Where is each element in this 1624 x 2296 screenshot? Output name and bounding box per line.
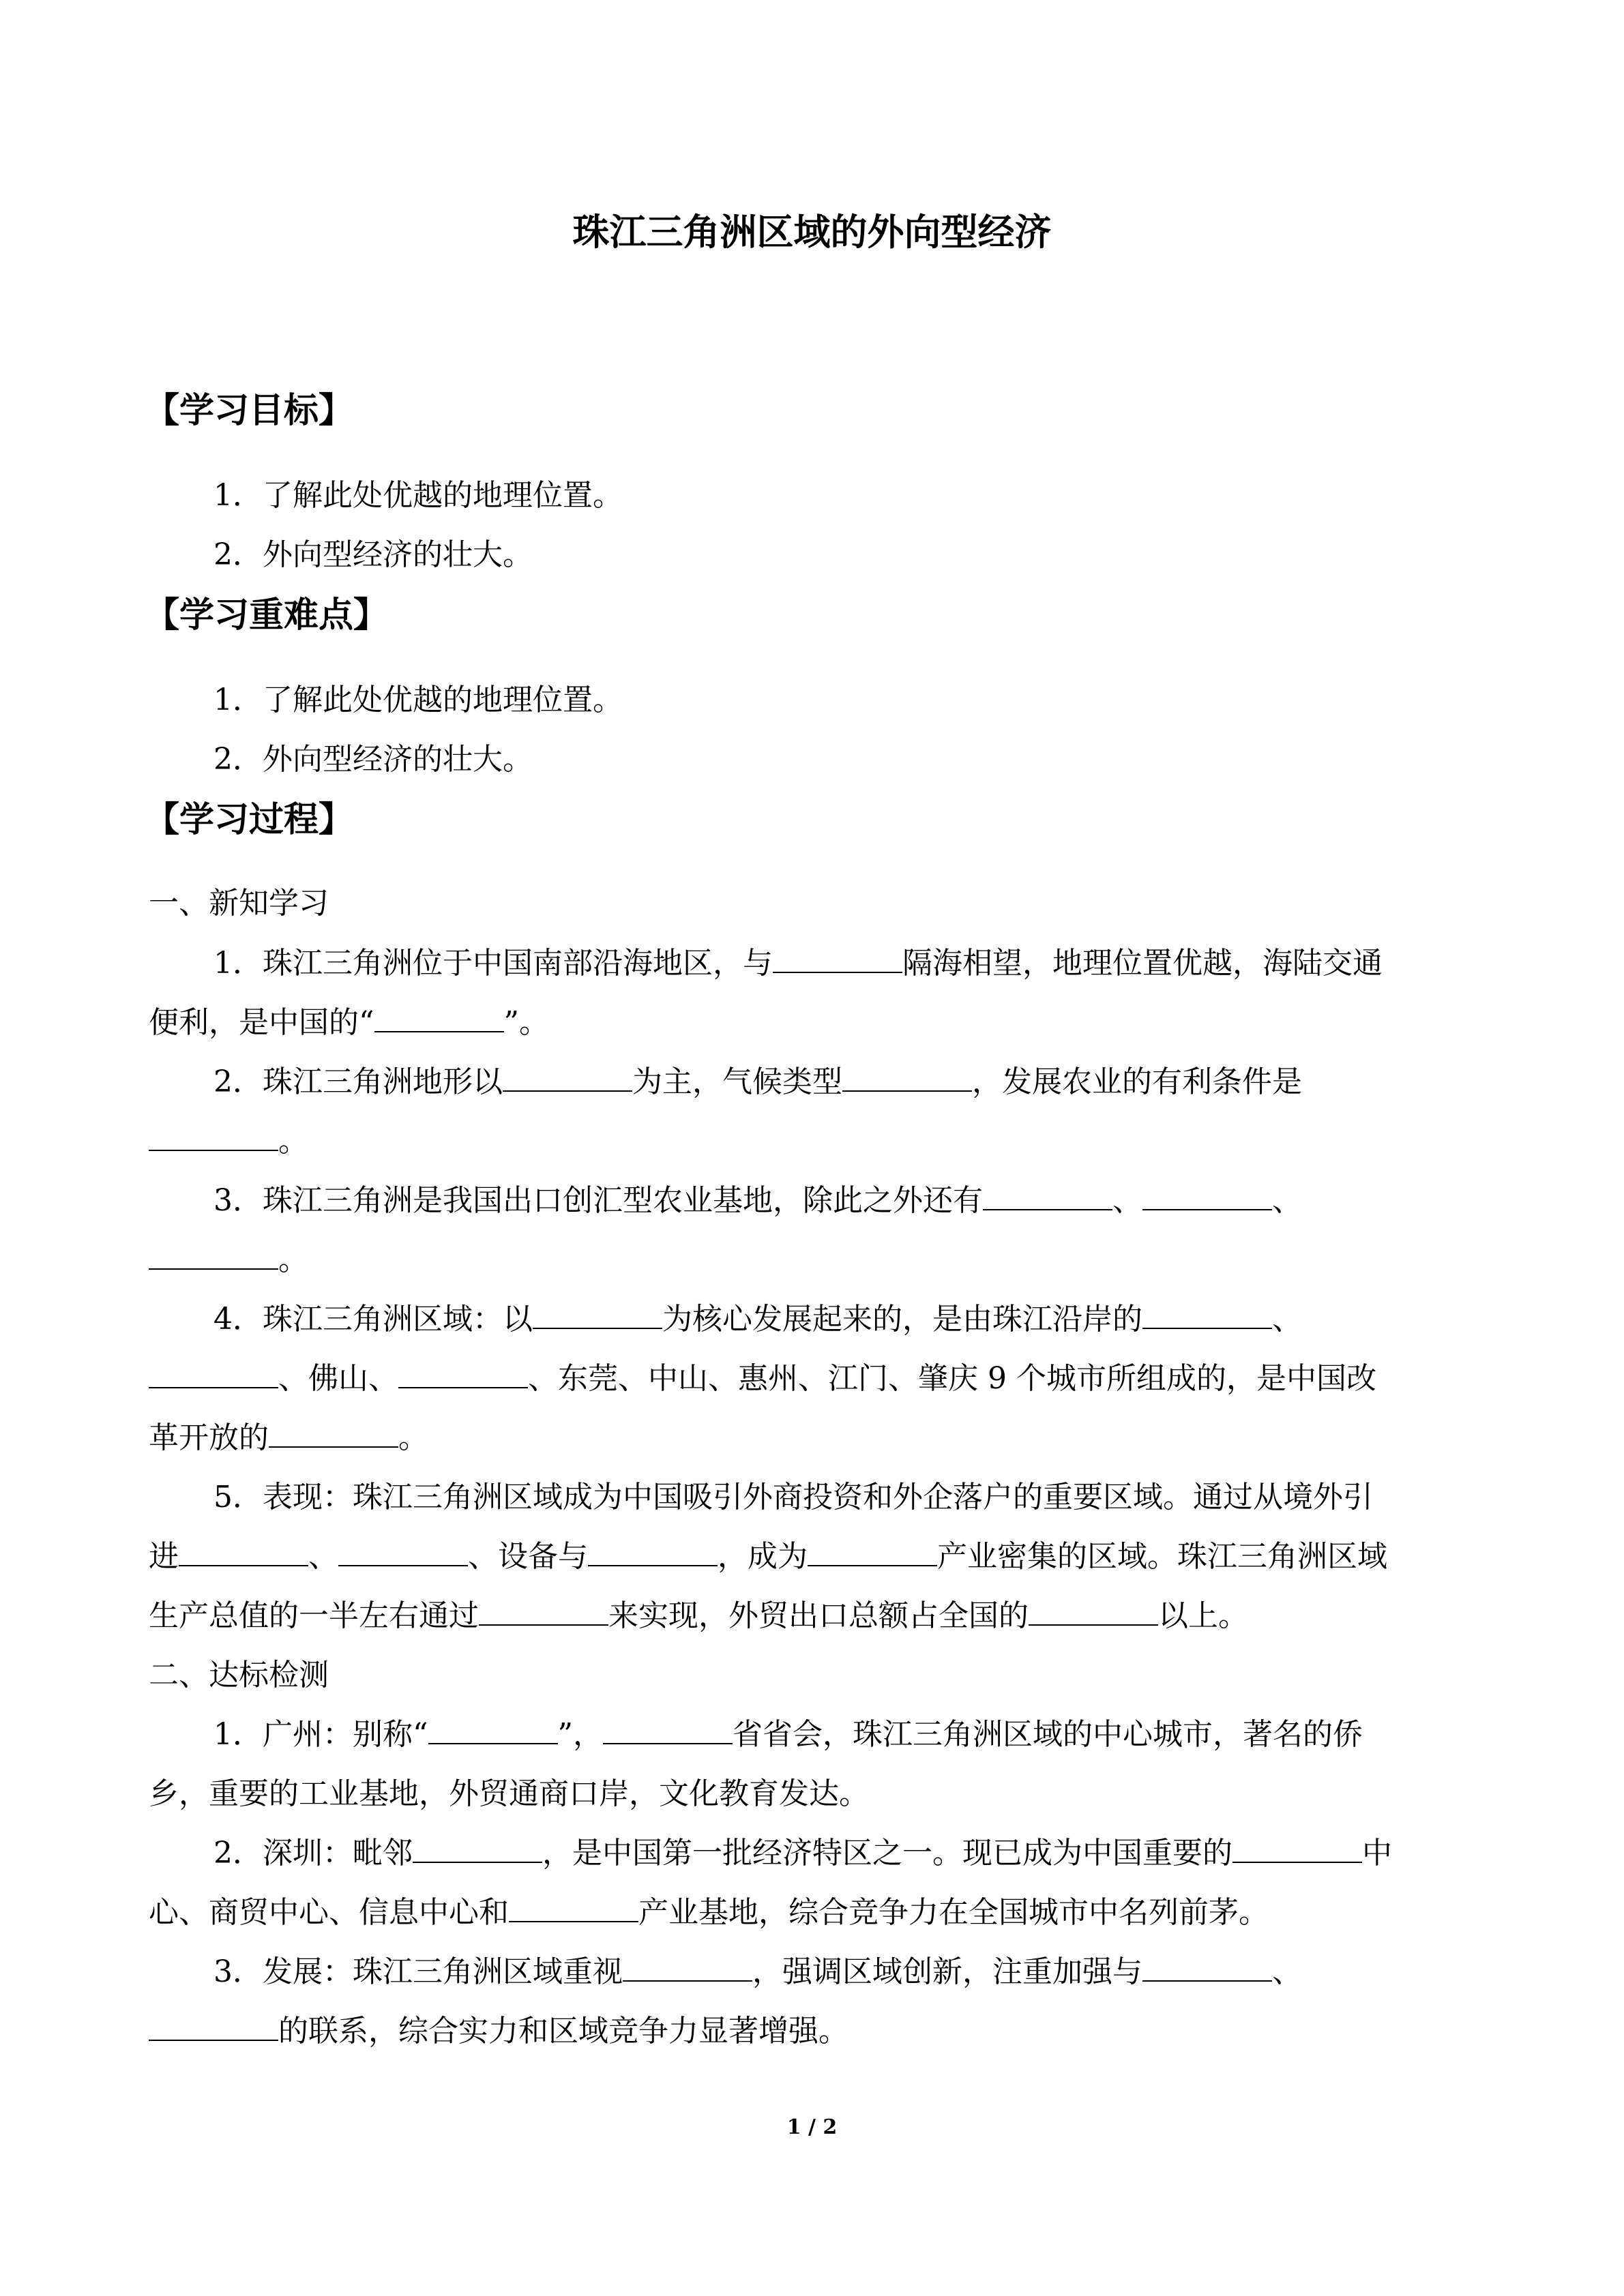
part1-q1-line1 bbox=[149, 942, 1550, 985]
page-number: 1 / 2 bbox=[786, 2115, 838, 2139]
answer-blank[interactable] bbox=[588, 1535, 718, 1566]
answer-blank[interactable] bbox=[269, 1416, 398, 1448]
part2-q3-line1 bbox=[149, 1950, 1550, 1994]
part1-q5-line3 bbox=[149, 1594, 1486, 1638]
part1-q4-line2 bbox=[149, 1357, 1486, 1401]
part2-q3-line2 bbox=[149, 2010, 1486, 2053]
part1-q3-line1 bbox=[149, 1179, 1550, 1223]
answer-blank[interactable] bbox=[1029, 1594, 1158, 1626]
part1-q1-line2 bbox=[149, 1001, 1486, 1045]
section-heading-key-points: 【学习重难点】 bbox=[145, 595, 389, 636]
text-segment: 、佛山、 bbox=[278, 1361, 398, 1396]
text-segment: 便利，是中国的“ bbox=[149, 1005, 374, 1040]
goal-item-2: 2．外向型经济的壮大。 bbox=[213, 537, 533, 572]
answer-blank[interactable] bbox=[503, 1060, 632, 1092]
answer-blank[interactable] bbox=[533, 1298, 662, 1329]
part1-q4-line1 bbox=[149, 1298, 1550, 1341]
answer-blank[interactable] bbox=[149, 2010, 278, 2041]
part1-q5-line1 bbox=[149, 1476, 1550, 1519]
answer-blank[interactable] bbox=[149, 1238, 278, 1270]
answer-blank[interactable] bbox=[149, 1357, 278, 1388]
text-segment: 。 bbox=[278, 1242, 308, 1277]
text-segment: ，是中国第一批经济特区之一。现已成为中国重要的 bbox=[542, 1836, 1232, 1870]
answer-blank[interactable] bbox=[1142, 1298, 1272, 1329]
answer-blank[interactable] bbox=[479, 1594, 608, 1626]
text-segment: 1．珠江三角洲位于中国南部沿海地区，与 bbox=[213, 946, 773, 981]
answer-blank[interactable] bbox=[1142, 1950, 1272, 1982]
text-segment: 来实现，外贸出口总额占全国的 bbox=[608, 1598, 1029, 1633]
answer-blank[interactable] bbox=[603, 1713, 733, 1744]
text-segment: 心、商贸中心、信息中心和 bbox=[149, 1895, 509, 1930]
section-heading-goals: 【学习目标】 bbox=[145, 390, 354, 431]
text-segment: ”。 bbox=[503, 1005, 549, 1040]
text-segment: 。 bbox=[398, 1420, 428, 1455]
text-segment: 。 bbox=[278, 1124, 308, 1159]
text-segment: 2．珠江三角洲地形以 bbox=[213, 1064, 503, 1099]
section-heading-process: 【学习过程】 bbox=[145, 799, 354, 840]
part2-q1-line1 bbox=[149, 1713, 1550, 1757]
text-segment: 、设备与 bbox=[468, 1539, 588, 1574]
part1-q4-line3 bbox=[149, 1416, 1486, 1460]
answer-blank[interactable] bbox=[338, 1535, 468, 1566]
part1-q2-line1 bbox=[149, 1060, 1550, 1104]
text-segment: 1．广州：别称“ bbox=[213, 1717, 428, 1752]
key-point-item-1: 1．了解此处优越的地理位置。 bbox=[213, 683, 623, 717]
goal-item-1: 1．了解此处优越的地理位置。 bbox=[213, 478, 623, 513]
text-segment: 的联系，综合实力和区域竞争力显著增强。 bbox=[278, 2014, 848, 2048]
text-segment: 、东莞、中山、惠州、江门、肇庆 9 个城市所组成的，是中国改 bbox=[528, 1361, 1376, 1396]
answer-blank[interactable] bbox=[983, 1179, 1112, 1210]
text-segment: 、 bbox=[1272, 1302, 1302, 1337]
answer-blank[interactable] bbox=[773, 942, 902, 973]
text-segment: ”， bbox=[557, 1717, 603, 1752]
answer-blank[interactable] bbox=[623, 1950, 752, 1982]
text-segment: 2．深圳：毗邻 bbox=[213, 1836, 413, 1870]
text-segment: ，强调区域创新，注重加强与 bbox=[752, 1954, 1142, 1989]
text-segment: 产业基地，综合竞争力在全国城市中名列前茅。 bbox=[638, 1895, 1269, 1930]
answer-blank[interactable] bbox=[428, 1713, 558, 1744]
part2-heading: 二、达标检测 bbox=[149, 1658, 329, 1693]
answer-blank[interactable] bbox=[509, 1891, 638, 1922]
text-segment: 中 bbox=[1362, 1836, 1392, 1870]
part1-heading: 一、新知学习 bbox=[149, 886, 329, 921]
answer-blank[interactable] bbox=[1142, 1179, 1272, 1210]
answer-blank[interactable] bbox=[1232, 1832, 1362, 1863]
text-segment: 生产总值的一半左右通过 bbox=[149, 1598, 479, 1633]
part2-q2-line2 bbox=[149, 1891, 1486, 1935]
text-segment: 革开放的 bbox=[149, 1420, 269, 1455]
text-segment: 隔海相望，地理位置优越，海陆交通 bbox=[902, 946, 1383, 981]
part2-q2-line1 bbox=[149, 1832, 1550, 1875]
answer-blank[interactable] bbox=[842, 1060, 972, 1092]
answer-blank[interactable] bbox=[413, 1832, 542, 1863]
text-segment: 、 bbox=[1272, 1954, 1302, 1989]
text-segment: 3．珠江三角洲是我国出口创汇型农业基地，除此之外还有 bbox=[213, 1183, 983, 1218]
text-segment: 5．表现：珠江三角洲区域成为中国吸引外商投资和外企落户的重要区域。通过从境外引 bbox=[213, 1480, 1373, 1515]
text-segment: 产业密集的区域。珠江三角洲区域 bbox=[937, 1539, 1387, 1574]
page-title: 珠江三角洲区域的外向型经济 bbox=[572, 210, 1052, 254]
part1-q5-line2 bbox=[149, 1535, 1486, 1579]
text-segment: 以上。 bbox=[1158, 1598, 1248, 1633]
text-segment: 3．发展：珠江三角洲区域重视 bbox=[213, 1954, 623, 1989]
text-segment: 、 bbox=[1272, 1183, 1302, 1218]
text-segment: 4．珠江三角洲区域：以 bbox=[213, 1302, 533, 1337]
text-segment: ，发展农业的有利条件是 bbox=[972, 1064, 1302, 1099]
text-segment: 为主，气候类型 bbox=[632, 1064, 842, 1099]
text-segment: 为核心发展起来的，是由珠江沿岸的 bbox=[662, 1302, 1142, 1337]
text-segment: 、 bbox=[308, 1539, 338, 1574]
answer-blank[interactable] bbox=[179, 1535, 308, 1566]
text-segment: 省省会，珠江三角洲区域的中心城市，著名的侨 bbox=[733, 1717, 1363, 1752]
answer-blank[interactable] bbox=[398, 1357, 528, 1388]
key-point-item-2: 2．外向型经济的壮大。 bbox=[213, 742, 533, 777]
answer-blank[interactable] bbox=[149, 1120, 278, 1151]
text-segment: ，成为 bbox=[718, 1539, 808, 1574]
part2-q1-line2: 乡，重要的工业基地，外贸通商口岸，文化教育发达。 bbox=[149, 1776, 869, 1811]
answer-blank[interactable] bbox=[374, 1001, 504, 1032]
part1-q3-line2 bbox=[149, 1238, 1486, 1282]
part1-q2-line2 bbox=[149, 1120, 1486, 1163]
text-segment: 进 bbox=[149, 1539, 179, 1574]
answer-blank[interactable] bbox=[808, 1535, 937, 1566]
text-segment: 、 bbox=[1112, 1183, 1142, 1218]
